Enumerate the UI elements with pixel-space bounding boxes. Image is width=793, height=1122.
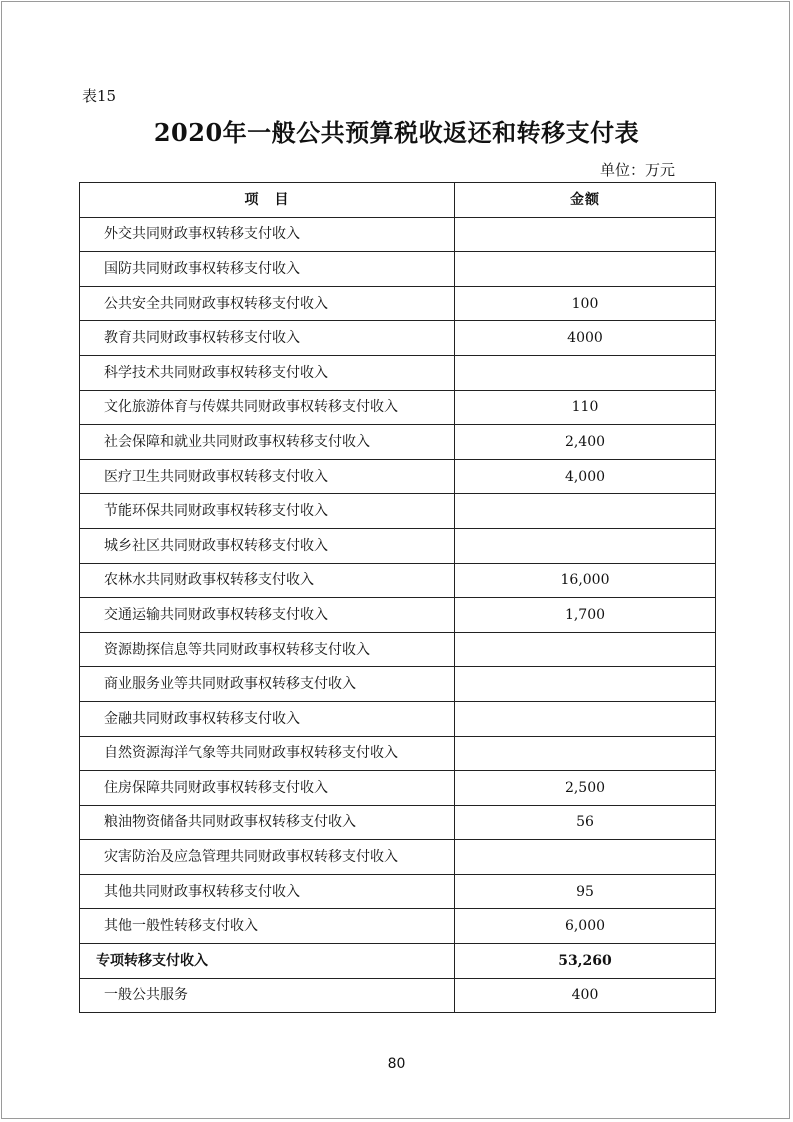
row-amount: 4000 [455,321,716,356]
table-row [80,667,716,702]
row-item-name: 科学技术共同财政事权转移支付收入 [80,355,455,390]
table-row [80,874,716,909]
row-amount [455,252,716,287]
table-row [80,252,716,287]
table-row [80,840,716,875]
column-header-amount: 金额 [455,183,716,218]
row-amount: 400 [455,978,716,1013]
row-item-name: 灾害防治及应急管理共同财政事权转移支付收入 [80,840,455,875]
table-row [80,736,716,771]
row-amount [455,528,716,563]
row-amount: 16,000 [455,563,716,598]
row-amount [455,494,716,529]
table-row [80,805,716,840]
table-row [80,909,716,944]
table-row [80,598,716,633]
row-item-name: 金融共同财政事权转移支付收入 [80,701,455,736]
row-item-name: 粮油物资储备共同财政事权转移支付收入 [80,805,455,840]
row-amount: 56 [455,805,716,840]
table-row [80,563,716,598]
row-amount [455,701,716,736]
row-item-name: 一般公共服务 [80,978,455,1013]
row-amount: 1,700 [455,598,716,633]
row-amount [455,667,716,702]
column-header-item: 项 目 [80,183,455,218]
table-row [80,286,716,321]
row-item-name: 其他共同财政事权转移支付收入 [80,874,455,909]
row-item-name: 交通运输共同财政事权转移支付收入 [80,598,455,633]
subtotal-name: 专项转移支付收入 [80,944,455,979]
row-item-name: 节能环保共同财政事权转移支付收入 [80,494,455,529]
table-row [80,217,716,252]
row-item-name: 公共安全共同财政事权转移支付收入 [80,286,455,321]
table-row [80,355,716,390]
table-row [80,321,716,356]
row-item-name: 其他一般性转移支付收入 [80,909,455,944]
row-item-name: 城乡社区共同财政事权转移支付收入 [80,528,455,563]
budget-table [79,182,716,1013]
row-amount [455,217,716,252]
row-amount: 6,000 [455,909,716,944]
row-item-name: 自然资源海洋气象等共同财政事权转移支付收入 [80,736,455,771]
subtotal-row [80,944,716,979]
table-header-row [80,183,716,218]
row-item-name: 医疗卫生共同财政事权转移支付收入 [80,459,455,494]
row-item-name: 商业服务业等共同财政事权转移支付收入 [80,667,455,702]
page-number: 80 [387,1056,406,1072]
subtotal-amount: 53,260 [455,944,716,979]
table-row [80,632,716,667]
row-amount [455,632,716,667]
document-title: 2020年一般公共预算税收返还和转移支付表 [153,118,640,147]
table-number: 表15 [82,87,117,105]
row-item-name: 农林水共同财政事权转移支付收入 [80,563,455,598]
row-item-name: 国防共同财政事权转移支付收入 [80,252,455,287]
table-row [80,425,716,460]
row-amount: 4,000 [455,459,716,494]
row-amount: 2,500 [455,771,716,806]
table-row [80,771,716,806]
row-amount: 100 [455,286,716,321]
table-row [80,978,716,1013]
row-amount: 2,400 [455,425,716,460]
row-item-name: 社会保障和就业共同财政事权转移支付收入 [80,425,455,460]
table-row [80,701,716,736]
table-row [80,528,716,563]
table-row [80,494,716,529]
row-amount [455,736,716,771]
unit-label: 单位：万元 [599,161,675,179]
row-amount: 110 [455,390,716,425]
table-row [80,459,716,494]
table-row [80,390,716,425]
row-amount: 95 [455,874,716,909]
row-amount [455,355,716,390]
row-item-name: 教育共同财政事权转移支付收入 [80,321,455,356]
row-item-name: 文化旅游体育与传媒共同财政事权转移支付收入 [80,390,455,425]
row-item-name: 资源勘探信息等共同财政事权转移支付收入 [80,632,455,667]
row-item-name: 住房保障共同财政事权转移支付收入 [80,771,455,806]
row-item-name: 外交共同财政事权转移支付收入 [80,217,455,252]
row-amount [455,840,716,875]
